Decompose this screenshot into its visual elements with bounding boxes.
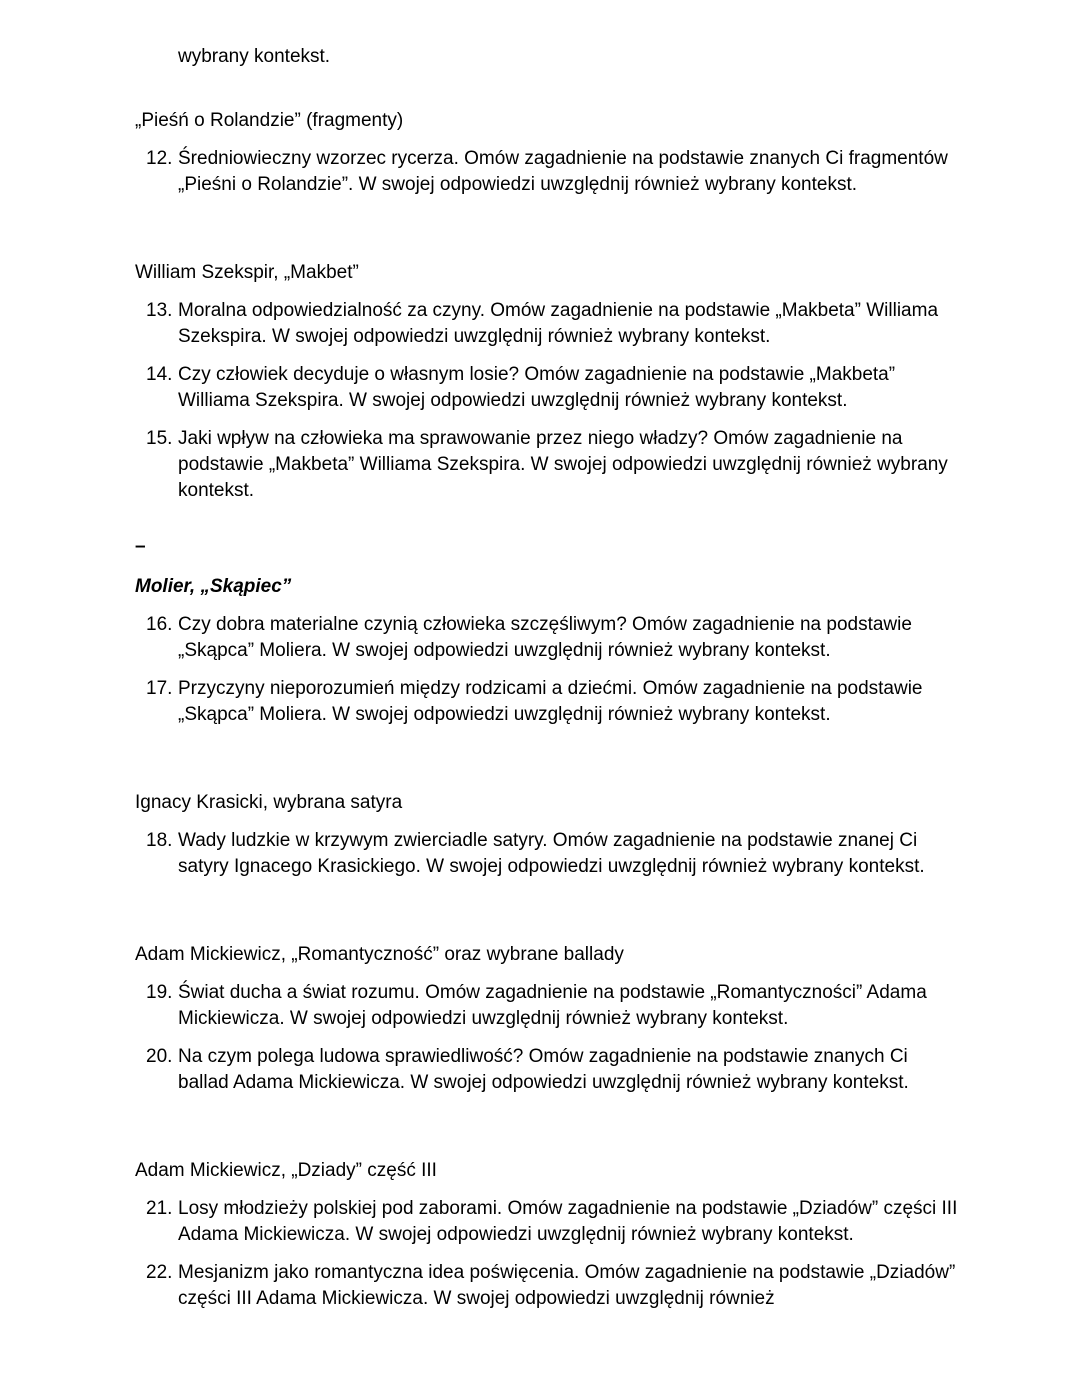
question-number: 18.	[146, 830, 173, 851]
question-number: 12.	[146, 148, 173, 169]
question-item	[135, 426, 962, 504]
section-heading: „Pieśń o Rolandzie” (fragmenty)	[135, 110, 404, 131]
question-text: Mesjanizm jako romantyczna idea poświęcenia. Omów zagadnienie na podstawie „Dziadów” części III Adama Mickiewicza. W swojej odpowiedzi uwzględnij również	[178, 1262, 956, 1309]
question-number: 16.	[146, 614, 173, 635]
question-text: Czy człowiek decyduje o własnym losie? Omów zagadnienie na podstawie „Makbeta” Williama Szekspira. W swojej odpowiedzi uwzględnij również wybrany kontekst.	[178, 364, 896, 411]
book-section	[135, 260, 962, 504]
section-heading: Ignacy Krasicki, wybrana satyra	[135, 792, 403, 813]
book-section	[135, 534, 962, 728]
page-top-fragment: wybrany kontekst.	[178, 46, 331, 67]
question-number: 20.	[146, 1046, 173, 1067]
question-number: 13.	[146, 300, 173, 321]
section-heading: Adam Mickiewicz, „Dziady” część III	[135, 1160, 437, 1181]
question-number: 17.	[146, 678, 173, 699]
question-text: Moralna odpowiedzialność za czyny. Omów zagadnienie na podstawie „Makbeta” Williama Szekspira. W swojej odpowiedzi uwzględnij również wybrany kontekst.	[178, 300, 939, 347]
question-text: Czy dobra materialne czynią człowieka szczęśliwym? Omów zagadnienie na podstawie „Skąpca” Moliera. W swojej odpowiedzi uwzględnij również wybrany kontekst.	[178, 614, 912, 661]
section-heading: Molier, „Skąpiec”	[135, 576, 292, 597]
question-item	[135, 980, 962, 1032]
question-text: Na czym polega ludowa sprawiedliwość? Omów zagadnienie na podstawie znanych Ci ballad Adama Mickiewicza. W swojej odpowiedzi uwzględnij również wybrany kontekst.	[178, 1046, 909, 1093]
book-section	[135, 108, 962, 198]
question-item	[135, 298, 962, 350]
section-heading: Adam Mickiewicz, „Romantyczność” oraz wybrane ballady	[135, 944, 624, 965]
question-number: 15.	[146, 428, 173, 449]
section-heading: William Szekspir, „Makbet”	[135, 262, 359, 283]
question-item	[135, 828, 962, 880]
book-section	[135, 942, 962, 1096]
question-text: Przyczyny nieporozumień między rodzicami a dziećmi. Omów zagadnienie na podstawie „Skąpca” Moliera. W swojej odpowiedzi uwzględnij również wybrany kontekst.	[178, 678, 923, 725]
question-text: Jaki wpływ na człowieka ma sprawowanie przez niego władzy? Omów zagadnienie na podstawie „Makbeta” Williama Szekspira. W swojej odpowiedzi uwzględnij również wybrany kontekst.	[178, 428, 948, 501]
question-text: Świat ducha a świat rozumu. Omów zagadnienie na podstawie „Romantyczności” Adama Mickiewicza. W swojej odpowiedzi uwzględnij również wybrany kontekst.	[178, 982, 927, 1029]
question-text: Losy młodzieży polskiej pod zaborami. Omów zagadnienie na podstawie „Dziadów” części III Adama Mickiewicza. W swojej odpowiedzi uwzględnij również wybrany kontekst.	[178, 1198, 958, 1245]
book-section	[135, 790, 962, 880]
question-item	[135, 1196, 962, 1248]
question-item	[135, 146, 962, 198]
question-number: 22.	[146, 1262, 173, 1283]
question-number: 19.	[146, 982, 173, 1003]
question-number: 14.	[146, 364, 173, 385]
question-item	[135, 362, 962, 414]
question-item	[135, 676, 962, 728]
stray-dash: –	[135, 536, 146, 557]
question-text: Średniowieczny wzorzec rycerza. Omów zagadnienie na podstawie znanych Ci fragmentów „Pieśni o Rolandzie”. W swojej odpowiedzi uwzględnij również wybrany kontekst.	[178, 148, 948, 195]
question-item	[135, 1260, 962, 1312]
question-item	[135, 612, 962, 664]
book-section	[135, 1158, 962, 1312]
question-number: 21.	[146, 1198, 173, 1219]
question-sections	[135, 108, 962, 1312]
question-text: Wady ludzkie w krzywym zwierciadle satyry. Omów zagadnienie na podstawie znanej Ci satyry Ignacego Krasickiego. W swojej odpowiedzi uwzględnij również wybrany kontekst.	[178, 830, 925, 877]
question-item	[135, 1044, 962, 1096]
